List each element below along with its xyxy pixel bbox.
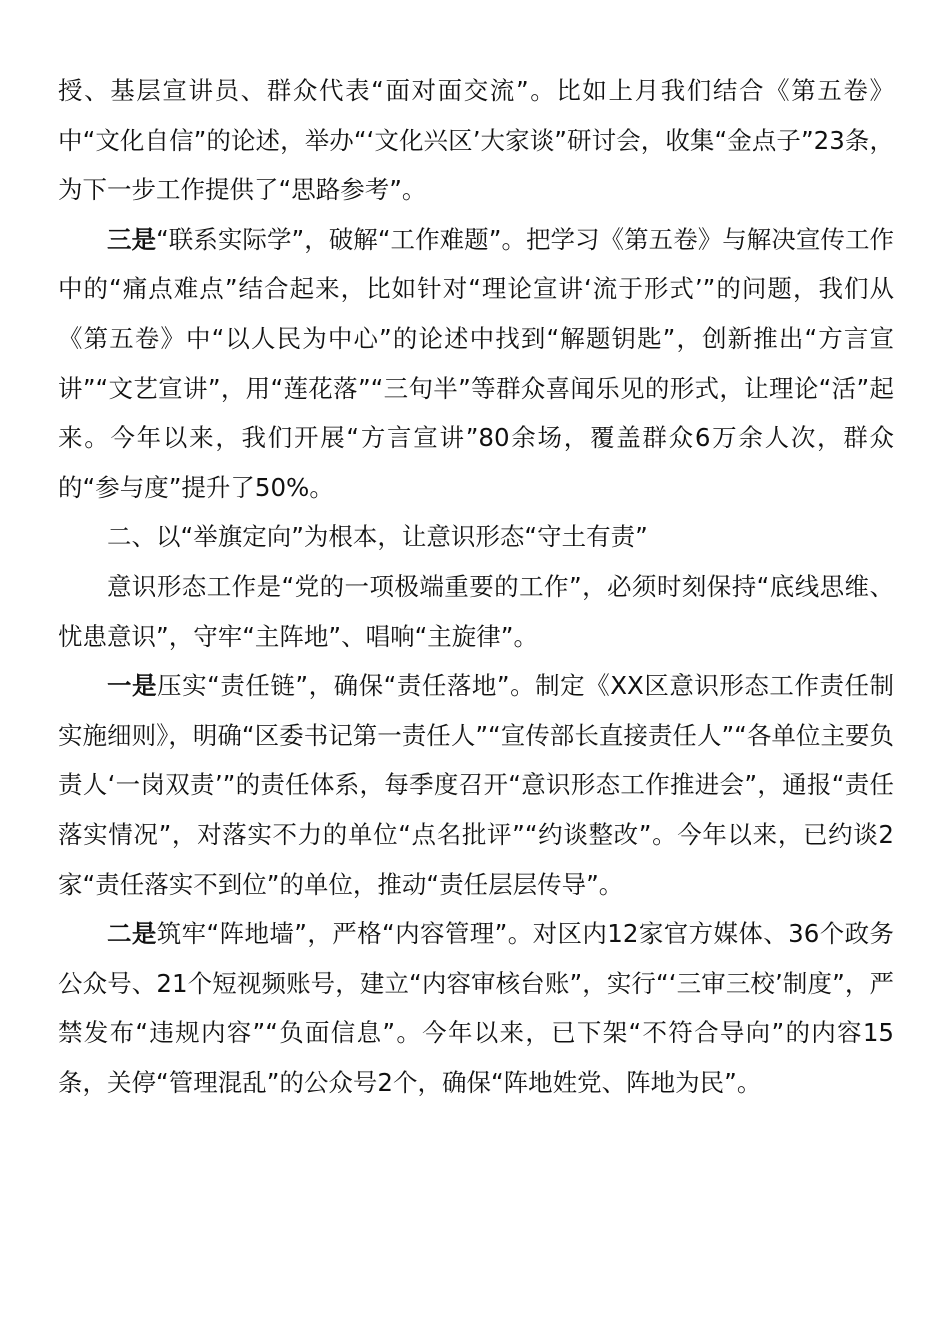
paragraph-point-one — [58, 661, 894, 909]
paragraph-text: 授、基层宣讲员、群众代表“面对面交流”。比如上月我们结合《第五卷》中“文化自信”的论述，举办“‘文化兴区’大家谈”研讨会，收集“金点子”23条，为下一步工作提供了“思路参考”。 — [58, 76, 894, 205]
document-body — [58, 66, 894, 1107]
paragraph-text: 筑牢“阵地墙”，严格“内容管理”。对区内12家官方媒体、36个政务公众号、21个短视频账号，建立“内容审核台账”，实行“‘三审三校’制度”，严禁发布“违规内容”“负面信息”。今年以来，已下架“不符合导向”的内容15条，关停“管理混乱”的公众号2个，确保“阵地姓党、阵地为民”。 — [58, 919, 895, 1097]
paragraph-lead: 三是 — [107, 224, 157, 254]
section-heading-text: 二、以“举旗定向”为根本，让意识形态“守土有责” — [107, 522, 648, 552]
paragraph-lead: 二是 — [107, 919, 157, 949]
paragraph-intro — [58, 562, 894, 661]
paragraph-text: 意识形态工作是“党的一项极端重要的工作”，必须时刻保持“底线思维、忧患意识”，守牢“主阵地”、唱响“主旋律”。 — [58, 571, 894, 651]
paragraph-point-two — [58, 909, 894, 1107]
paragraph-text: 压实“责任链”，确保“责任落地”。制定《XX区意识形态工作责任制实施细则》，明确“区委书记第一责任人”“宣传部长直接责任人”“各单位主要负责人‘一岗双责’”的责任体系，每季度召开“意识形态工作推进会”，通报“责任落实情况”，对落实不力的单位“点名批评”“约谈整改”。今年以来，已约谈2家“责任落实不到位”的单位，推动“责任层层传导”。 — [58, 671, 894, 899]
paragraph-point-three — [58, 215, 894, 513]
paragraph-continuation — [58, 66, 894, 215]
paragraph-lead: 一是 — [107, 671, 158, 701]
section-heading — [58, 512, 894, 562]
paragraph-text: “联系实际学”，破解“工作难题”。把学习《第五卷》与解决宣传工作中的“痛点难点”结合起来，比如针对“理论宣讲‘流于形式’”的问题，我们从《第五卷》中“以人民为中心”的论述中找到“解题钥匙”，创新推出“方言宣讲”“文艺宣讲”，用“莲花落”“三句半”等群众喜闻乐见的形式，让理论“活”起来。今年以来，我们开展“方言宣讲”80余场，覆盖群众6万余人次，群众的“参与度”提升了50%。 — [58, 224, 894, 502]
